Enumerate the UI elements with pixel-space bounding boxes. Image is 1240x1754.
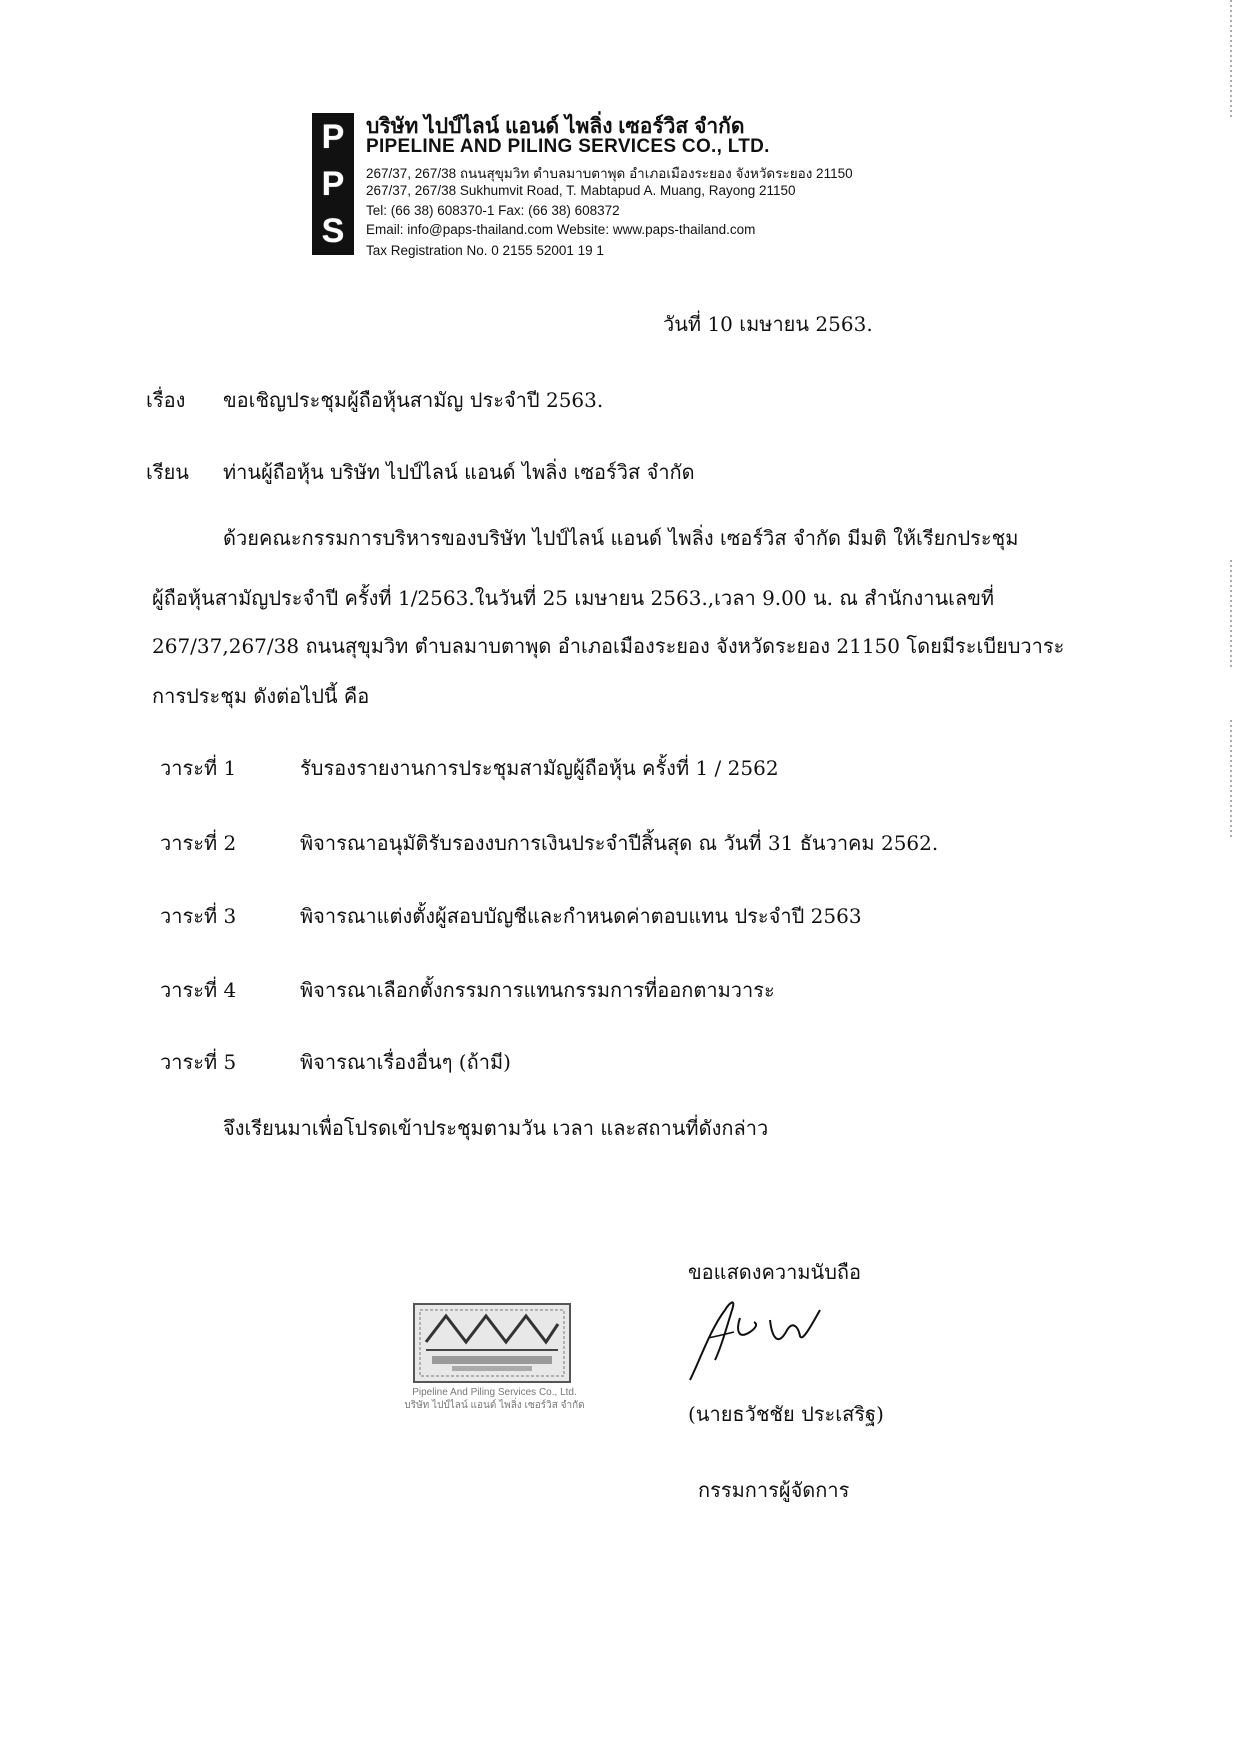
signature-image [670,1280,870,1390]
scan-edge-mark [1230,720,1232,840]
stamp-caption [402,1386,587,1412]
agenda-text-2: พิจารณาอนุมัติรับรองงบการเงินประจำปีสิ้นสุด ณ วันที่ 31 ธันวาคม 2562. [300,831,939,855]
agenda-label-1: วาระที่ 1 [160,756,237,780]
agenda-label-4: วาระที่ 4 [160,978,237,1002]
agenda-text-4: พิจารณาเลือกตั้งกรรมการแทนกรรมการที่ออกตามวาระ [300,978,775,1002]
email-website: Email: info@paps-thailand.com Website: www.paps-thailand.com [366,222,756,237]
body-line: 267/37,267/38 ถนนสุขุมวิท ตำบลมาบตาพุด อำเภอเมืองระยอง จังหวัดระยอง 21150 โดยมีระเบียบวาระ [152,634,1065,658]
address-thai: 267/37, 267/38 ถนนสุขุมวิท ตำบลมาบตาพุด อำเภอเมืองระยอง จังหวัดระยอง 21150 [366,166,853,181]
scan-edge-mark [1230,0,1232,120]
agenda-label-5: วาระที่ 5 [160,1050,237,1074]
body-line: การประชุม ดังต่อไปนี้ คือ [152,684,370,708]
respect-closing: ขอแสดงความนับถือ [688,1260,862,1284]
scan-edge-mark [1230,560,1232,670]
agenda-label-2: วาระที่ 2 [160,831,237,855]
signer-name: (นายธวัชชัย ประเสริฐ) [688,1402,884,1426]
address-english: 267/37, 267/38 Sukhumvit Road, T. Mabtapud A. Muang, Rayong 21150 [366,183,796,198]
body-line: ผู้ถือหุ้นสามัญประจำปี ครั้งที่ 1/2563.ในวันที่ 25 เมษายน 2563.,เวลา 9.00 น. ณ สำนักงานเลขที่ [152,586,995,610]
recipient-label: เรียน [146,460,189,484]
stamp-caption-english: Pipeline And Piling Services Co., Ltd. [412,1387,577,1398]
signer-title: กรรมการผู้จัดการ [698,1478,850,1502]
agenda-text-5: พิจารณาเรื่องอื่นๆ (ถ้ามี) [300,1050,511,1074]
agenda-label-3: วาระที่ 3 [160,904,237,928]
company-name-english: PIPELINE AND PILING SERVICES CO., LTD. [366,136,770,157]
company-name-thai: บริษัท ไปป์ไลน์ แอนด์ ไพลิ่ง เซอร์วิส จำกัด [366,115,745,138]
subject-label: เรื่อง [146,388,186,412]
logo-letter-s: S [321,212,345,251]
recipient-text: ท่านผู้ถือหุ้น บริษัท ไปป์ไลน์ แอนด์ ไพลิ่ง เซอร์วิส จำกัด [223,460,695,484]
subject-text: ขอเชิญประชุมผู้ถือหุ้นสามัญ ประจำปี 2563. [223,388,604,412]
phone-fax: Tel: (66 38) 608370-1 Fax: (66 38) 608372 [366,203,620,218]
company-stamp-icon [412,1302,572,1384]
tax-registration: Tax Registration No. 0 2155 52001 19 1 [366,243,604,258]
logo-letter-p1: P [321,117,345,156]
agenda-text-1: รับรองรายงานการประชุมสามัญผู้ถือหุ้น ครั้งที่ 1 / 2562 [300,756,779,780]
company-logo [312,113,354,255]
letter-date: วันที่ 10 เมษายน 2563. [663,312,873,336]
logo-letter-p2: P [321,164,345,203]
body-line: ด้วยคณะกรรมการบริหารของบริษัท ไปป์ไลน์ แอนด์ ไพลิ่ง เซอร์วิส จำกัด มีมติ ให้เรียกประชุม [223,526,1019,550]
agenda-text-3: พิจารณาแต่งตั้งผู้สอบบัญชีและกำหนดค่าตอบแทน ประจำปี 2563 [300,904,862,928]
closing-line: จึงเรียนมาเพื่อโปรดเข้าประชุมตามวัน เวลา และสถานที่ดังกล่าว [223,1116,769,1140]
stamp-caption-thai: บริษัท ไปป์ไลน์ แอนด์ ไพลิ่ง เซอร์วิส จำกัด [404,1400,585,1411]
